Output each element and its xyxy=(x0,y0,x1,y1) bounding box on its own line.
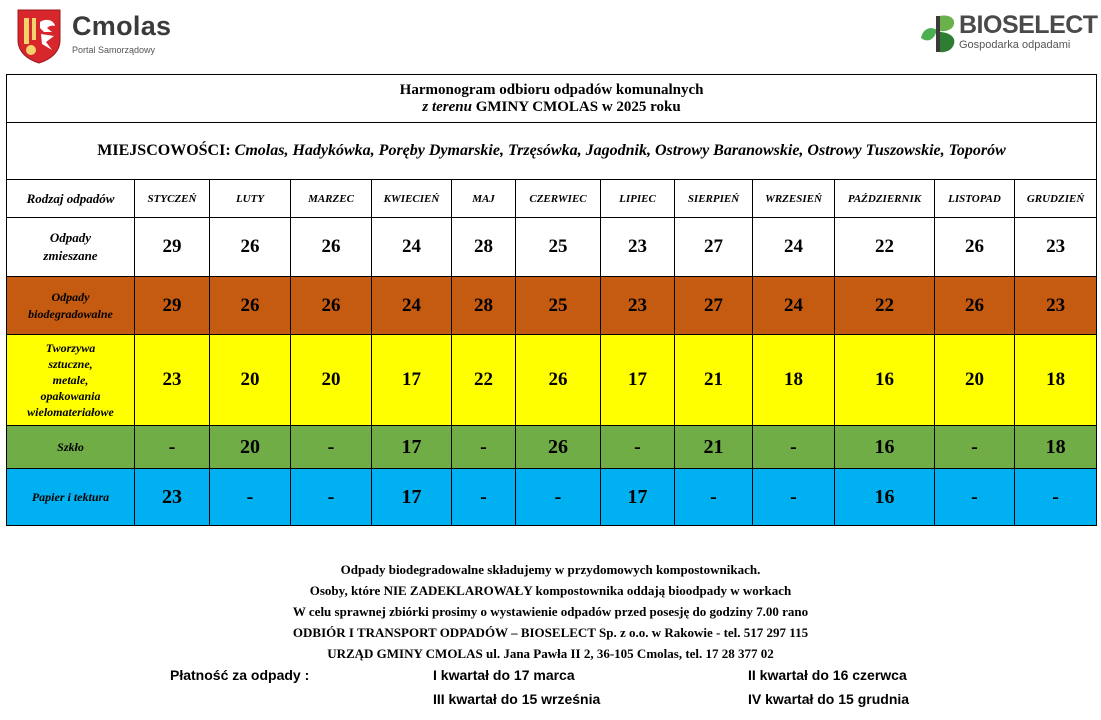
brand-subtitle: Portal Samorządowy xyxy=(72,45,156,55)
bioselect-logo xyxy=(919,12,1098,54)
pickup-day-cell: 29 xyxy=(135,218,210,277)
waste-type-label-line: sztuczne, xyxy=(48,357,93,371)
localities-list: Cmolas, Hadykówka, Poręby Dymarskie, Trzęsówka, Jagodnik, Ostrowy Baranowskie, Ostrowy Tuszowskie, Toporów xyxy=(234,142,1006,159)
pickup-day-cell: 26 xyxy=(516,335,601,426)
waste-type-label xyxy=(7,335,135,426)
pickup-day-cell: 17 xyxy=(601,469,675,526)
leaf-icon xyxy=(919,12,957,54)
pickup-day-cell: - xyxy=(291,469,372,526)
pickup-day-cell: 23 xyxy=(601,218,675,277)
pickup-day-cell: 17 xyxy=(372,335,452,426)
localities xyxy=(7,123,1097,180)
pickup-day-cell: 25 xyxy=(516,218,601,277)
pickup-day-cell: 17 xyxy=(372,469,452,526)
month-header: LIPIEC xyxy=(601,180,675,218)
waste-type-label-line: zmieszane xyxy=(43,248,98,263)
pickup-day-cell: - xyxy=(452,426,516,469)
title-line-1: Harmonogram odbioru odpadów komunalnych xyxy=(399,81,704,98)
pickup-day-cell: 26 xyxy=(516,426,601,469)
waste-type-label xyxy=(7,218,135,277)
localities-label: MIEJSCOWOŚCI: xyxy=(97,142,231,159)
pickup-day-cell: - xyxy=(753,469,835,526)
waste-type-label xyxy=(7,277,135,335)
waste-type-label xyxy=(7,426,135,469)
coat-of-arms-icon xyxy=(16,8,62,64)
pickup-day-cell: 20 xyxy=(210,335,291,426)
waste-type-label-line: biodegradowalne xyxy=(28,306,113,321)
note-line: ODBIÓR I TRANSPORT ODPADÓW – BIOSELECT Sp. z o.o. w Rakowie - tel. 517 297 115 xyxy=(292,625,809,640)
brand-name: Cmolas xyxy=(72,11,172,41)
month-header: KWIECIEŃ xyxy=(372,180,452,218)
pickup-day-cell: 21 xyxy=(675,426,753,469)
month-header: STYCZEŃ xyxy=(135,180,210,218)
payment-q3: III kwartał do 15 września xyxy=(433,691,601,707)
pickup-day-cell: - xyxy=(135,426,210,469)
pickup-day-cell: 23 xyxy=(135,469,210,526)
pickup-day-cell: - xyxy=(601,426,675,469)
title-line-2 xyxy=(7,99,1096,116)
schedule-title xyxy=(7,75,1097,123)
pickup-day-cell: 16 xyxy=(835,426,935,469)
pickup-day-cell: 27 xyxy=(675,218,753,277)
month-header: CZERWIEC xyxy=(516,180,601,218)
waste-type-label-line: Papier i tektura xyxy=(31,490,110,504)
notes xyxy=(0,559,1101,664)
payment-q1: I kwartał do 17 marca xyxy=(433,667,575,683)
month-header: GRUDZIEŃ xyxy=(1015,180,1097,218)
pickup-day-cell: 25 xyxy=(516,277,601,335)
pickup-day-cell: - xyxy=(753,426,835,469)
waste-type-label-line: metale, xyxy=(52,373,89,387)
pickup-day-cell: - xyxy=(935,426,1015,469)
pickup-day-cell: - xyxy=(516,469,601,526)
pickup-day-cell: 16 xyxy=(835,335,935,426)
pickup-day-cell: 24 xyxy=(753,218,835,277)
pickup-day-cell: 16 xyxy=(835,469,935,526)
waste-type-label-line: Odpady xyxy=(51,289,90,304)
pickup-day-cell: 23 xyxy=(1015,218,1097,277)
pickup-day-cell: 29 xyxy=(135,277,210,335)
pickup-day-cell: 26 xyxy=(291,218,372,277)
month-header: SIERPIEŃ xyxy=(675,180,753,218)
pickup-day-cell: 24 xyxy=(372,218,452,277)
partner-subtitle: Gospodarka odpadami xyxy=(959,39,1071,51)
row-biodegradable-waste xyxy=(7,277,1097,335)
pickup-day-cell: 26 xyxy=(210,277,291,335)
title-line-2-intro: z terenu xyxy=(422,98,472,115)
pickup-day-cell: 23 xyxy=(601,277,675,335)
pickup-day-cell: 26 xyxy=(935,218,1015,277)
partner-name: BIOSELECT xyxy=(959,11,1098,39)
month-header: MARZEC xyxy=(291,180,372,218)
pickup-day-cell: 28 xyxy=(452,277,516,335)
pickup-day-cell: 20 xyxy=(935,335,1015,426)
pickup-day-cell: 22 xyxy=(452,335,516,426)
payment-q2: II kwartał do 16 czerwca xyxy=(748,667,907,683)
waste-type-label-line: Tworzywa xyxy=(45,341,96,355)
pickup-day-cell: 26 xyxy=(291,277,372,335)
payment-label: Płatność za odpady : xyxy=(170,667,310,683)
pickup-day-cell: 22 xyxy=(835,218,935,277)
pickup-day-cell: 17 xyxy=(601,335,675,426)
month-header: MAJ xyxy=(452,180,516,218)
waste-type-label-line: Odpady xyxy=(49,230,92,245)
note-line: W celu sprawnej zbiórki prosimy o wystawienie odpadów przed posesję do godziny 7.00 rano xyxy=(292,604,809,619)
row-glass xyxy=(7,426,1097,469)
waste-type-label-line: opakowania xyxy=(40,389,101,403)
title-line-2-main: GMINY CMOLAS w 2025 roku xyxy=(475,98,681,115)
waste-type-label-line: wielomateriałowe xyxy=(27,405,114,419)
pickup-day-cell: 24 xyxy=(753,277,835,335)
cmolas-logo xyxy=(16,8,171,64)
pickup-day-cell: - xyxy=(452,469,516,526)
note-line: URZĄD GMINY CMOLAS ul. Jana Pawła II 2, 36-105 Cmolas, tel. 17 28 377 02 xyxy=(327,646,774,661)
pickup-day-cell: 20 xyxy=(291,335,372,426)
month-header: PAŹDZIERNIK xyxy=(835,180,935,218)
note-line: Osoby, które NIE ZADEKLAROWAŁY kompostownika oddają bioodpady w workach xyxy=(309,583,792,598)
pickup-day-cell: 24 xyxy=(372,277,452,335)
pickup-day-cell: 28 xyxy=(452,218,516,277)
pickup-day-cell: - xyxy=(675,469,753,526)
waste-type-header: Rodzaj odpadów xyxy=(7,180,135,218)
waste-type-label xyxy=(7,469,135,526)
pickup-day-cell: - xyxy=(291,426,372,469)
row-paper-cardboard xyxy=(7,469,1097,526)
pickup-day-cell: 22 xyxy=(835,277,935,335)
pickup-day-cell: 18 xyxy=(753,335,835,426)
month-header: LISTOPAD xyxy=(935,180,1015,218)
waste-type-label-line: Szkło xyxy=(57,440,84,454)
row-plastics-metals-packaging xyxy=(7,335,1097,426)
month-header: WRZESIEŃ xyxy=(753,180,835,218)
row-mixed-waste xyxy=(7,218,1097,277)
schedule-table xyxy=(6,74,1097,526)
pickup-day-cell: 17 xyxy=(372,426,452,469)
pickup-day-cell: 23 xyxy=(135,335,210,426)
pickup-day-cell: 23 xyxy=(1015,277,1097,335)
pickup-day-cell: 27 xyxy=(675,277,753,335)
pickup-day-cell: 26 xyxy=(210,218,291,277)
month-header-row xyxy=(7,180,1097,218)
pickup-day-cell: - xyxy=(935,469,1015,526)
pickup-day-cell: 18 xyxy=(1015,335,1097,426)
pickup-day-cell: 18 xyxy=(1015,426,1097,469)
month-header: LUTY xyxy=(210,180,291,218)
payment-q4: IV kwartał do 15 grudnia xyxy=(748,691,910,707)
note-line: Odpady biodegradowalne składujemy w przydomowych kompostownikach. xyxy=(340,562,761,577)
pickup-day-cell: 21 xyxy=(675,335,753,426)
pickup-day-cell: 20 xyxy=(210,426,291,469)
pickup-day-cell: - xyxy=(210,469,291,526)
pickup-day-cell: 26 xyxy=(935,277,1015,335)
pickup-day-cell: - xyxy=(1015,469,1097,526)
